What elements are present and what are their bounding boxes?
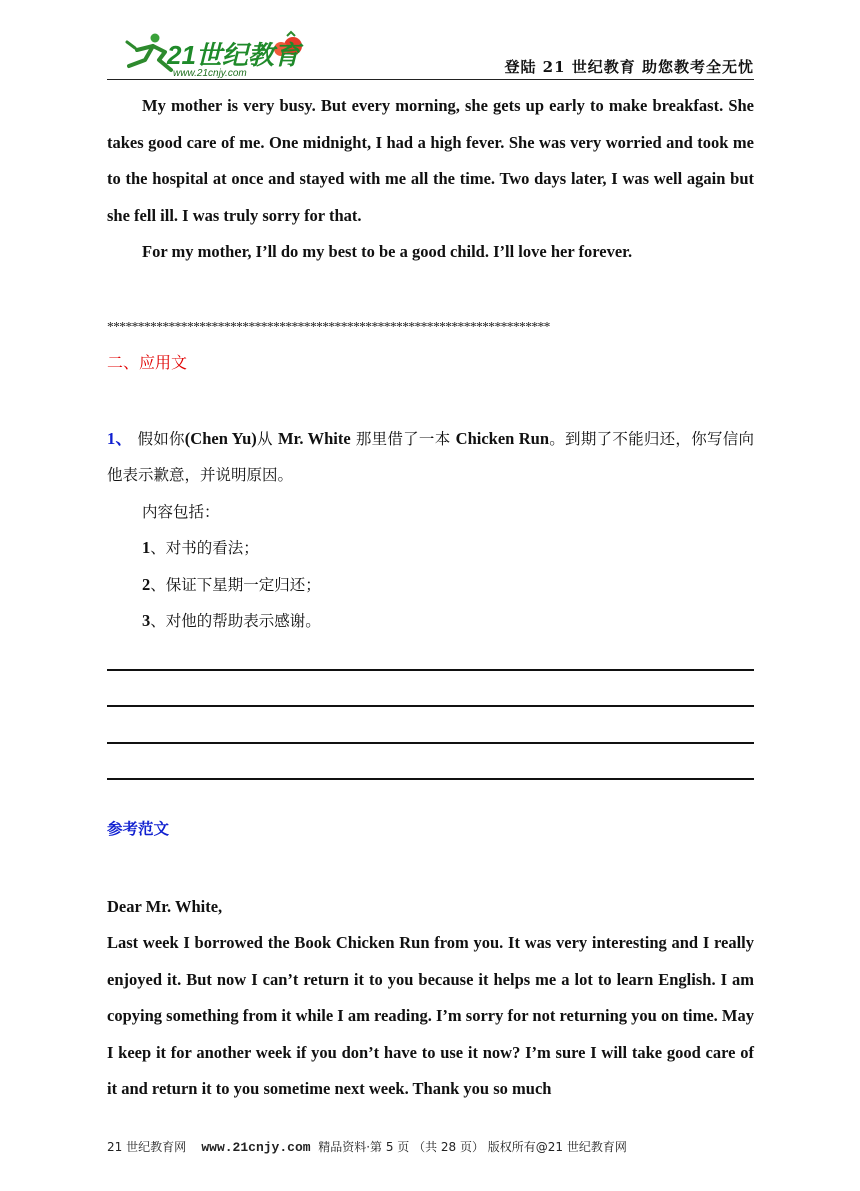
answer-line[interactable]	[107, 742, 754, 744]
answer-lines	[107, 669, 754, 781]
task-point-3: 3、对他的帮助表示感谢。	[142, 611, 321, 630]
essay-paragraph-2: For my mother, I’ll do my best to be a good child. I’ll love her forever.	[142, 242, 633, 261]
site-logo[interactable]	[115, 30, 315, 80]
runner-head-icon	[151, 34, 160, 43]
header-divider	[107, 79, 754, 80]
reference-title: 参考范文	[107, 819, 170, 838]
task-number: 1、	[107, 428, 133, 448]
runner-body-icon	[137, 46, 171, 70]
page-content	[107, 88, 754, 1108]
page-footer	[107, 1138, 627, 1155]
content-label: 内容包括：	[142, 502, 220, 521]
footer-left: 21 世纪教育网	[107, 1140, 202, 1154]
section-heading: 二、应用文	[107, 352, 188, 372]
header-slogan: 登陆 21 世纪教育 助您教考全无忧	[504, 58, 754, 76]
letter-body: Last week I borrowed the Book Chicken Run from you. It was very interesting and I really enjoyed it. But now I can’t return it to you because it helps me a lot to learn English. I am copying something from it while I am reading. I’m sorry for not returning you on time. May I keep it for another week if you don’t have to use it now? I’m sure I will take good care of it and return it to you sometime next week. Thank you so much	[107, 933, 754, 1098]
svg-text:21世纪教育: 21世纪教育	[167, 40, 300, 70]
section-separator: ************************************************************************	[107, 318, 550, 334]
footer-right: 精品资料·第 5 页 （共 28 页） 版权所有@21 世纪教育网	[310, 1140, 627, 1154]
task-prompt: 1、 假如你(Chen Yu)从 Mr. White 那里借了一本 Chicken Run。到期了不能归还，你写信向他表示歉意，并说明原因。	[107, 428, 754, 484]
answer-line[interactable]	[107, 705, 754, 707]
answer-line[interactable]	[107, 669, 754, 671]
svg-text:www.21cnjy.com: www.21cnjy.com	[173, 68, 247, 79]
essay-paragraph-1: My mother is very busy. But every morning, she gets up early to make breakfast. She takes good care of me. One midnight, I had a high fever. She was very worried and took me to the hospital at once and stayed with me all the time. Two days later, I was well again but she fell ill. I was truly sorry for that.	[107, 96, 754, 225]
task-point-1: 1、对书的看法；	[142, 538, 259, 557]
page-header	[107, 30, 754, 82]
footer-url-link[interactable]: www.21cnjy.com	[201, 1140, 311, 1155]
letter-salutation: Dear Mr. White,	[107, 896, 223, 916]
task-point-2: 2、保证下星期一定归还；	[142, 574, 321, 594]
answer-line[interactable]	[107, 778, 754, 780]
